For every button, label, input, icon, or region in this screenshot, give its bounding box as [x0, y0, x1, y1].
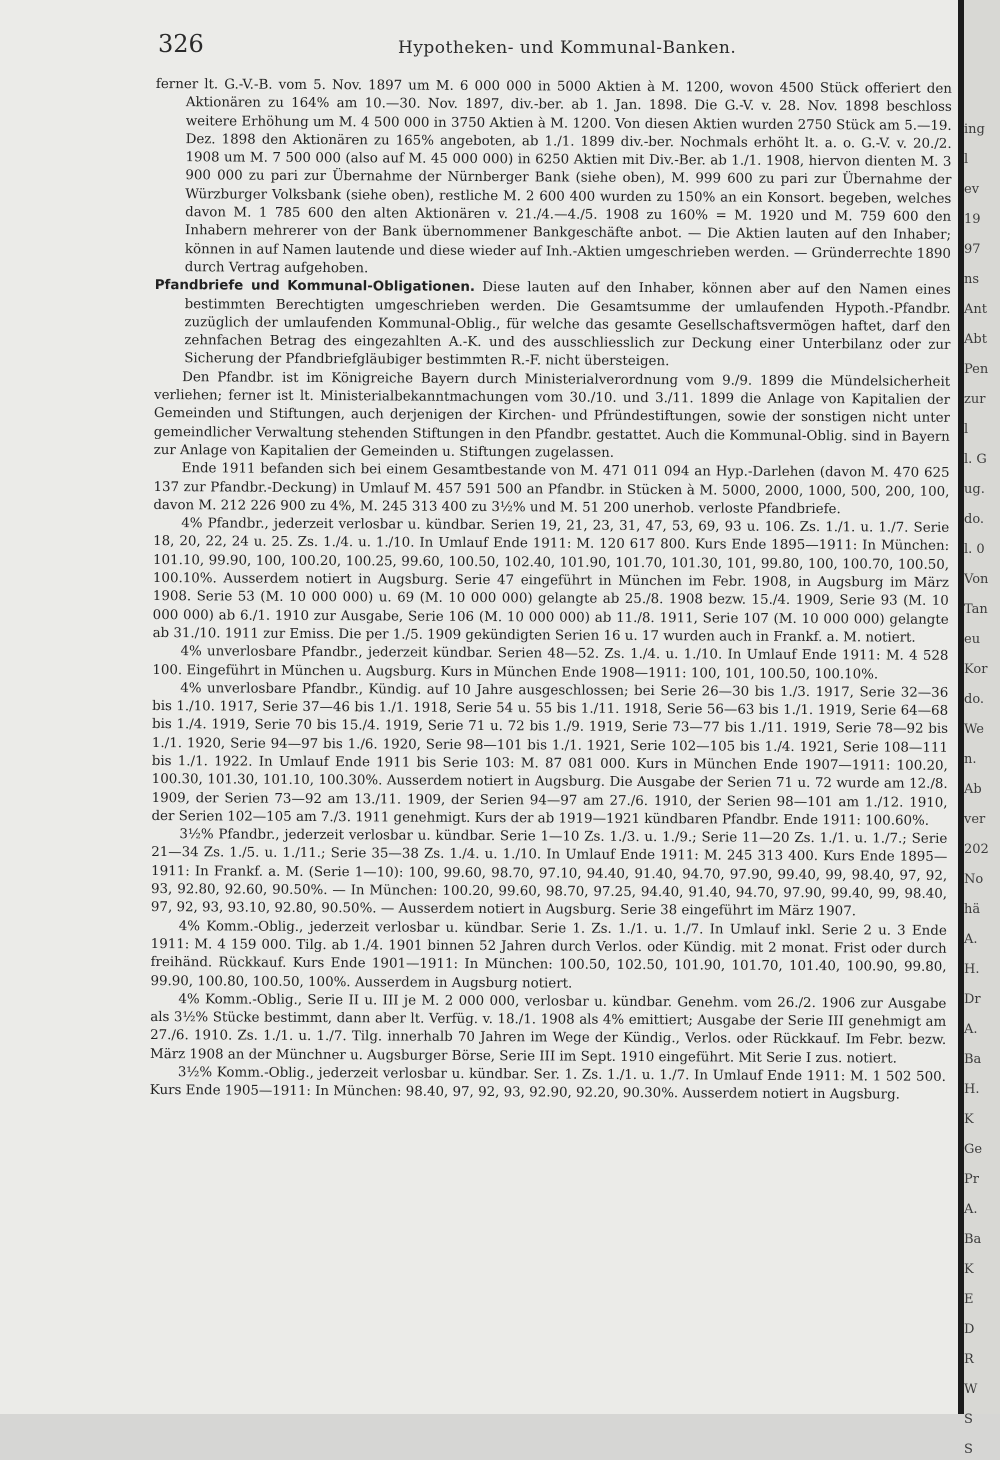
adjacent-page-fragment: K — [964, 1262, 974, 1277]
paragraph: Ende 1911 befanden sich bei einem Gesamtbestande von M. 471 011 094 an Hyp.-Darlehen (davon M. 470 625 137 zur Pfandbr.-Deckung) in Umlauf M. 457 591 500 an Pfandbr. in Stücken à M. 5000, 2000, 1000, 500, 200, 100, davon M. 212 226 900 zu 4%, M. 245 313 400 zu 3½% und M. 51 200 unerhob. verloste Pfandbriefe. — [153, 461, 950, 518]
adjacent-page-fragment: A. — [964, 1202, 978, 1217]
paragraph: 4% Komm.-Oblig., jederzeit verlosbar u. kündbar. Serie 1. Zs. 1./1. u. 1./7. In Umlauf inkl. Serie 2 u. 3 Ende 1911: M. 4 159 000. Tilg. ab 1./4. 1901 binnen 52 Jahren durch Verlos. oder Kündig. mit 2 monat. Frist oder durch freihänd. Rückkauf. Kurs Ende 1901—1911: In München: 100.50, 102.50, 101.90, 101.70, 101.40, 100.90, 99.80, 99.90, 100.80, 100.50, 100%. Ausserdem in Augsburg notiert. — [150, 918, 947, 992]
adjacent-page-fragment: W — [964, 1382, 978, 1397]
paragraph: ferner lt. G.-V.-B. vom 5. Nov. 1897 um M. 6 000 000 in 5000 Aktien à M. 1200, wovon 4500 Stück offeriert den Aktionären zu 164% am 10.—30. Nov. 1897, div.-ber. ab 1. Jan. 1898. Die G.-V. v. 28. Nov. 1898 beschloss weitere Erhöhung um M. 4 500 000 in 3750 Aktien à M. 1200. Von diesen Aktien wurden 2750 Stück am 5.—19. Dez. 1898 den Aktionären zu 165% angeboten, ab 1./1. 1899 div.-ber. Nochmals erhöht lt. a. o. G.-V. v. 20./2. 1908 um M. 7 500 000 (also auf M. 45 000 000) in 6250 Aktien mit Div.-Ber. ab 1./1. 1908, hiervon dienten M. 3 900 000 zu pari zur Übernahme der Nürnberger Bank (siehe oben), M. 999 600 zu pari zur Übernahme der Würzburger Volksbank (siehe oben), restliche M. 2 600 400 wurden zu 150% an ein Konsort. begeben, welches davon M. 1 785 600 den alten Aktionären v. 21./4.—4./5. 1908 zu 160% = M. 1920 und M. 759 600 den Inhabern mehrerer von der Bank übernommener Bankgeschäfte anbot. — Die Aktien lauten auf den Inhaber; können in auf Namen lautende und diese wieder auf Inh.-Aktien umgeschrieben werden. — Gründerrechte 1890 durch Vertrag aufgehoben. — [155, 76, 952, 277]
adjacent-page-fragment: l. G — [964, 452, 987, 467]
section-text: Diese lauten auf den Inhaber, können aber auf den Namen eines bestimmten Berechtigten umgeschrieben werden. Die Gesamtsumme der umlaufenden Hypoth.-Pfandbr. zuzüglich der umlaufenden Kommunal-Oblig., für welche das gesamte Gesellschaftsvermögen haftet, darf den zehnfachen Betrag des eingezahlten A.-K. und des ausschliesslich zur Deckung einer Unterbilanz oder zur Sicherung der Pfandbriefgläubiger bestimmten R.-F. nicht übersteigen. — [184, 280, 951, 370]
page-body — [150, 76, 952, 1105]
adjacent-page-fragment: Ant — [964, 302, 987, 317]
adjacent-page-fragment: ev — [964, 182, 980, 197]
page-number: 326 — [158, 30, 204, 58]
adjacent-page-fragment: 97 — [964, 242, 981, 257]
adjacent-page-fragment: hä — [964, 902, 981, 917]
adjacent-page-fragment: n. — [964, 752, 977, 767]
adjacent-page-fragment: A. — [964, 1022, 978, 1037]
adjacent-page-fragment: Pr — [964, 1172, 979, 1187]
paragraph: 4% Komm.-Oblig., Serie II u. III je M. 2 000 000, verlosbar u. kündbar. Genehm. vom 26./2. 1906 zur Ausgabe als 3½% Stücke bestimmt, dann aber lt. Verfüg. v. 18./1. 1908 als 4% emittiert; Ausgabe der Serie III genehmigt am 27./6. 1910. Zs. 1./1. u. 1./7. Tilg. innerhalb 70 Jahren im Wege der Kündig., Verlos. oder Rückkauf. Im Febr. bezw. März 1908 an der Münchner u. Augsburger Börse, Serie III im Sept. 1910 eingeführt. Mit Serie I zus. notiert. — [149, 991, 947, 1067]
adjacent-page-fragment: No — [964, 872, 984, 887]
adjacent-page-fragment: Dr — [964, 992, 981, 1007]
adjacent-page-fragment: Von — [964, 572, 989, 587]
adjacent-page-fragment: ing — [964, 122, 985, 137]
adjacent-page-fragment: do. — [964, 692, 985, 707]
adjacent-page-fragment: K — [964, 1112, 974, 1127]
adjacent-page-fragment: Ba — [964, 1232, 982, 1247]
adjacent-page-fragment: 202 — [964, 842, 989, 857]
adjacent-page-fragment: Ba — [964, 1052, 982, 1067]
paragraph: 3½% Komm.-Oblig., jederzeit verlosbar u. kündbar. Ser. 1. Zs. 1./1. u. 1./7. In Umlauf Ende 1911: M. 1 502 500. Kurs Ende 1905—1911: In München: 98.40, 97, 92, 93, 92.90, 92.20, 90.30%. Ausserdem notiert in Augsburg. — [149, 1065, 946, 1103]
adjacent-page-fragment: E — [964, 1292, 974, 1307]
adjacent-page-fragment: H. — [964, 1082, 980, 1097]
section-heading: Pfandbriefe und Kommunal-Obligationen. — [154, 278, 476, 296]
adjacent-page-fragment: Ge — [964, 1142, 983, 1157]
adjacent-page-fragment: R — [964, 1352, 974, 1367]
adjacent-page-fragment: l — [964, 422, 969, 437]
adjacent-page-fragment: eu — [964, 632, 981, 647]
adjacent-page-fragment: zur — [964, 392, 986, 407]
adjacent-page-fragment: 19 — [964, 212, 981, 227]
adjacent-page-fragment: ns — [964, 272, 980, 287]
adjacent-page-fragment: Abt — [964, 332, 987, 347]
paragraph: Den Pfandbr. ist im Königreiche Bayern durch Ministerialverordnung vom 9./9. 1899 die Mündelsicherheit verliehen; ferner ist lt. Ministerialbekanntmachungen vom 30./10. und 3./11. 1899 die Anlage von Kapitalien der Gemeinden und Stiftungen, auch derjenigen der Kirchen- und Pfründestiftungen, sowie der sonstigen nicht unter gemeindlicher Verwaltung stehenden Stiftungen in den Pfandbr. gestattet. Auch die Kommunal-Oblig. sind in Bayern zur Anlage von Kapitalien der Gemeinden u. Stiftungen zugelassen. — [153, 369, 951, 461]
adjacent-page-fragment: l — [964, 152, 969, 167]
adjacent-page-fragment: S — [964, 1442, 973, 1457]
paragraph: 4% unverlosbare Pfandbr., jederzeit kündbar. Serien 48—52. Zs. 1./4. u. 1./10. In Umlauf Ende 1911: M. 4 528 100. Eingeführt in München u. Augsburg. Kurs in München Ende 1908—1911: 100, 101, 100.50, 100.10%. — [152, 644, 949, 682]
adjacent-page-fragment: H. — [964, 962, 980, 977]
running-title: Hypotheken- und Kommunal-Banken. — [398, 38, 737, 58]
paragraph: 4% Pfandbr., jederzeit verlosbar u. kündbar. Serien 19, 21, 23, 31, 47, 53, 69, 93 u. 106. Zs. 1./1. u. 1./7. Serie 18, 20, 22, 24 u. 25. Zs. 1./4. u. 1./10. In Umlauf Ende 1911: M. 120 617 800. Kurs Ende 1895—1911: In München: 101.10, 99.90, 100, 100.20, 100.25, 99.60, 100.50, 102.40, 101.90, 101.70, 101.30, 101, 99.80, 100, 100.70, 100.50, 100.10%. Ausserdem notiert in Augsburg. Serie 47 eingeführt in München im Febr. 1908, in Augsburg im März 1908. Serie 53 (M. 10 000 000) u. 69 (M. 10 000 000) gelangte ab 25./8. 1908 bezw. 15./4. 1909, Serie 93 (M. 10 000 000) ab 6./1. 1910 zur Ausgabe, Serie 106 (M. 10 000 000) ab 11./8. 1911, Serie 107 (M. 10 000 000) gelangte ab 31./10. 1911 zur Emiss. Die per 1./5. 1909 gekündigten Serien 16 u. 17 wurden auch in Frankf. a. M. notiert. — [152, 516, 950, 646]
adjacent-page-fragment: We — [964, 722, 984, 737]
adjacent-page-fragment: ug. — [964, 482, 985, 497]
adjacent-page-fragment: A. — [964, 932, 978, 947]
adjacent-page-fragment: Tan — [964, 602, 988, 617]
adjacent-page-fragment: D — [964, 1322, 975, 1337]
paragraph: 3½% Pfandbr., jederzeit verlosbar u. kündbar. Serie 1—10 Zs. 1./3. u. 1./9.; Serie 11—20 Zs. 1./1. u. 1./7.; Serie 21—34 Zs. 1./5. u. 1./11.; Serie 35—38 Zs. 1./4. u. 1./10. In Umlauf Ende 1911: M. 245 313 400. Kurs Ende 1895—1911: In Frankf. a. M. (Serie 1—10): 100, 99.60, 98.70, 97.10, 94.40, 91.40, 94.70, 97.90, 99.40, 99, 98.40, 97, 92, 93, 92.80, 92.60, 90.50%. — In München: 100.20, 99.60, 98.70, 97.25, 94.40, 91.40, 94.70, 97.90, 99.40, 99, 98.40, 97, 92, 93, 93.10, 92.80, 90.50%. — Ausserdem notiert in Augsburg. Serie 38 eingeführt im März 1907. — [150, 827, 948, 920]
adjacent-page-fragment: S — [964, 1412, 973, 1427]
adjacent-page-fragment: ver — [964, 812, 986, 827]
adjacent-page-fragment: Pen — [964, 362, 989, 377]
adjacent-page-fragment: do. — [964, 512, 985, 527]
adjacent-page-fragment: Ab — [964, 782, 982, 797]
section-paragraph — [154, 277, 951, 373]
paragraph: 4% unverlosbare Pfandbr., Kündig. auf 10 Jahre ausgeschlossen; bei Serie 26—30 bis 1./3. 1917, Serie 32—36 bis 1./10. 1917, Serie 37—46 bis 1./1. 1918, Serie 54 u. 55 bis 1./11. 1918, Serie 56—63 bis 1./1. 1919, Serie 64—68 bis 1./4. 1919, Serie 70 bis 15./4. 1919, Serie 71 u. 72 bis 1./9. 1919, Serie 73—77 bis 1./11. 1919, Serie 78—92 bis 1./1. 1920, Serie 94—97 bis 1./6. 1920, Serie 98—101 bis 1./1. 1921, Serie 102—105 bis 1./4. 1921, Serie 108—111 bis 1./1. 1922. In Umlauf Ende 1911 bis Serie 103: M. 87 081 000. Kurs in München Ende 1907—1911: 100.20, 100.30, 101.30, 101.10, 100.30%. Ausserdem notiert in Augsburg. Die Ausgabe der Serien 71 u. 72 wurde am 12./8. 1909, der Serien 73—92 am 13./11. 1909, der Serien 94—97 am 27./6. 1910, der Serien 98—101 am 1./12. 1910, der Serien 102—105 am 7./3. 1911 genehmigt. Kurs der ab 1919—1921 kündbaren Pfandbr. Ende 1911: 100.60%. — [151, 680, 949, 829]
adjacent-page-fragment: Kor — [964, 662, 988, 677]
adjacent-page-fragment: l. 0 — [964, 542, 985, 557]
adjacent-page-strip — [964, 0, 1000, 1457]
